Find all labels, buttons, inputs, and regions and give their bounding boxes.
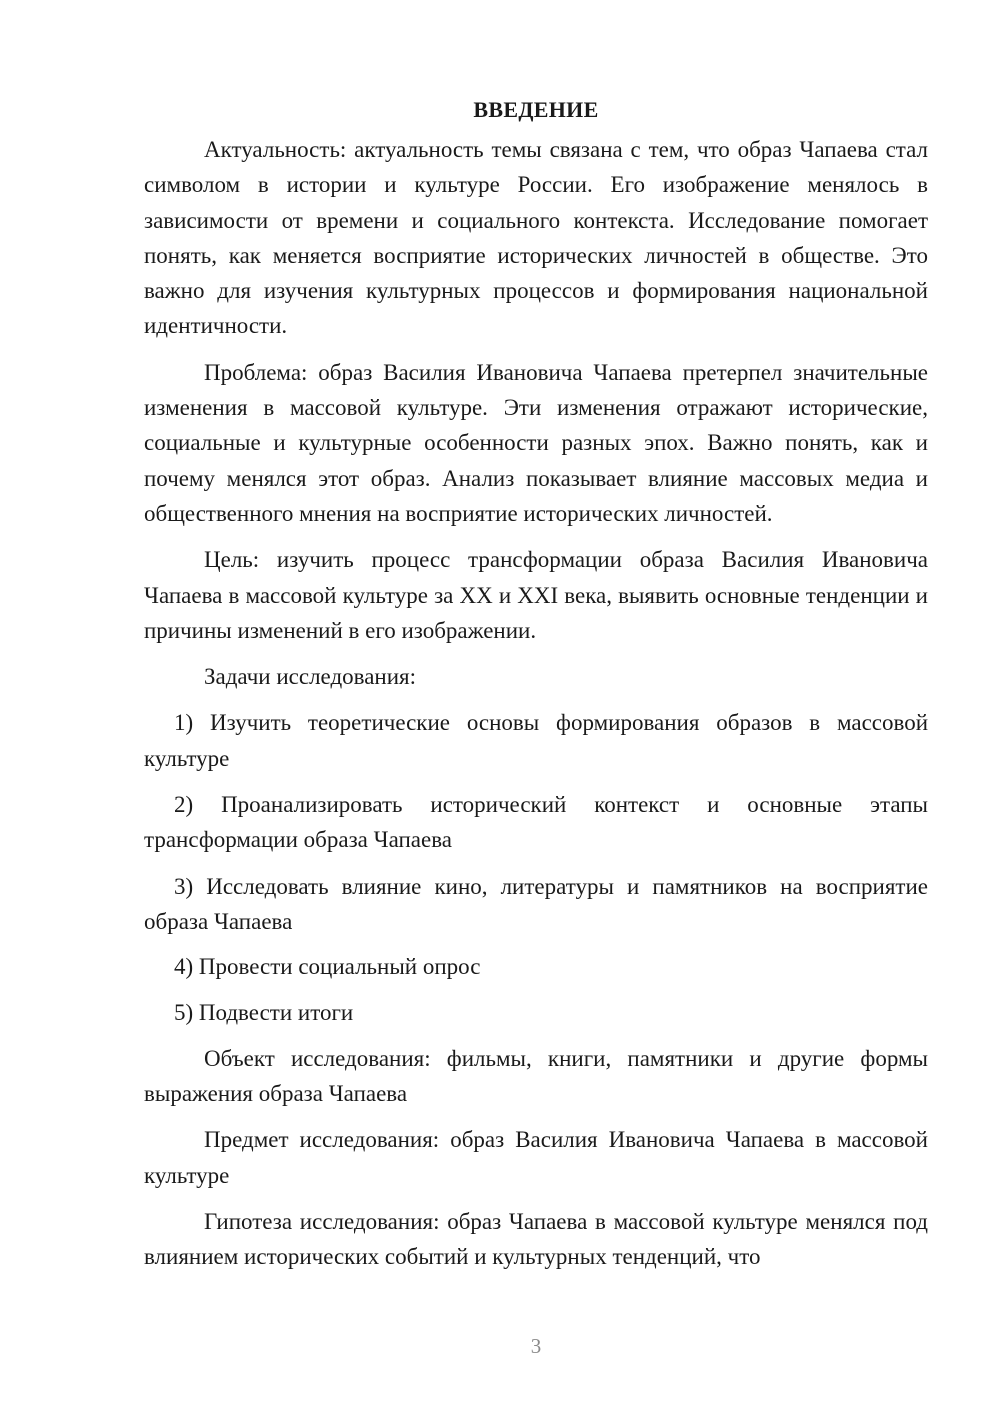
paragraph-tasks-title: Задачи исследования: bbox=[204, 664, 417, 690]
paragraph-problem: Проблема: образ Василия Ивановича Чапаева претерпел значительные изменения в массовой культуре. Эти изменения отражают исторические, социальные и культурные особенности разных эпох. Важно понять, как и почему менялся этот образ. Анализ показывает влияние массовых медиа и общественного мнения на восприятие исторических личностей. bbox=[144, 359, 928, 526]
task-item-3: 3) Исследовать влияние кино, литературы и памятников на восприятие образа Чапаева bbox=[144, 873, 928, 934]
paragraph-subject: Предмет исследования: образ Василия Ивановича Чапаева в массовой культуре bbox=[144, 1127, 928, 1188]
document-page bbox=[144, 92, 928, 1275]
task-item-4: 4) Провести социальный опрос bbox=[174, 954, 481, 980]
section-heading: ВВЕДЕНИЕ bbox=[473, 97, 599, 122]
task-item-1: 1) Изучить теоретические основы формирования образов в массовой культуре bbox=[144, 710, 928, 771]
task-item-2: 2) Проанализировать исторический контекст и основные этапы трансформации образа Чапаева bbox=[144, 792, 928, 853]
paragraph-object: Объект исследования: фильмы, книги, памятники и другие формы выражения образа Чапаева bbox=[144, 1045, 928, 1107]
paragraph-goal: Цель: изучить процесс трансформации образа Василия Ивановича Чапаева в массовой культуре за XX и XXI века, выявить основные тенденции и причины изменений в его изображении. bbox=[144, 547, 928, 643]
paragraph-hypothesis: Гипотеза исследования: образ Чапаева в массовой культуре менялся под влиянием исторических событий и культурных тенденций, что bbox=[144, 1209, 928, 1270]
task-item-5: 5) Подвести итоги bbox=[174, 999, 354, 1025]
page-number: 3 bbox=[530, 1334, 542, 1358]
paragraph-relevance: Актуальность: актуальность темы связана с тем, что образ Чапаева стал символом в истории и культуре России. Его изображение менялось в зависимости от времени и социального контекста. Исследование помогает понять, как меняется восприятие исторических личностей в обществе. Это важно для изучения культурных процессов и формирования национальной идентичности. bbox=[144, 137, 928, 339]
